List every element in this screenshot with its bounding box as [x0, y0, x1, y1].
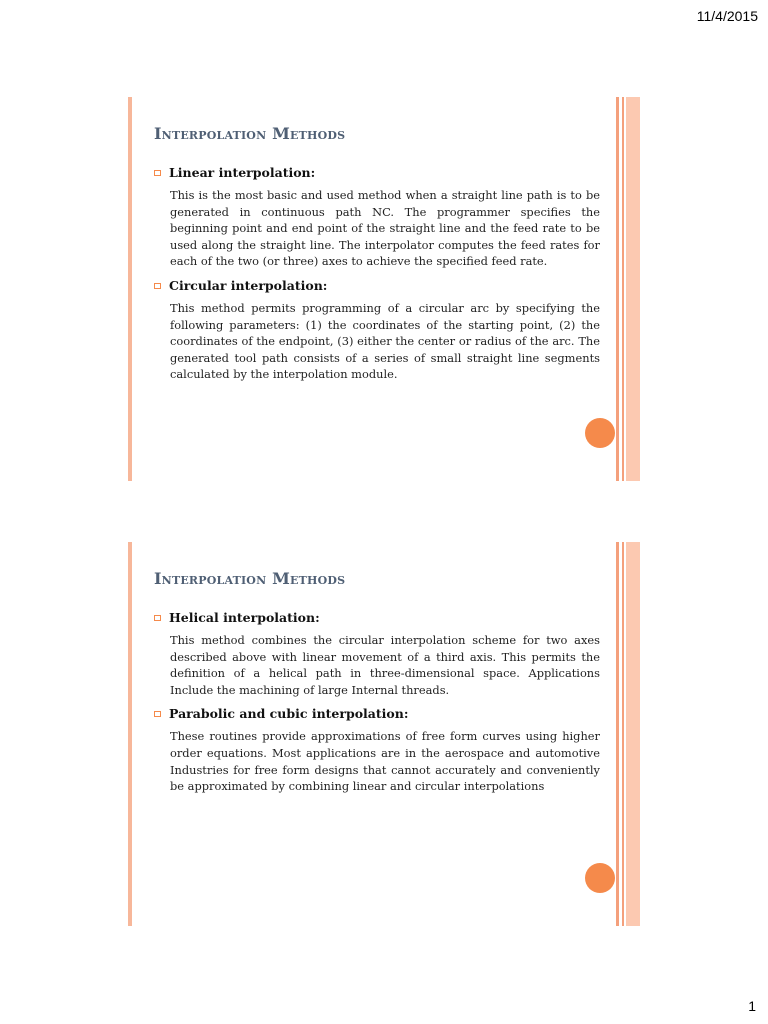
bullet-heading: Circular interpolation:: [169, 277, 328, 293]
bullet-body: This method permits programming of a circular arc by specifying the following parameters: (1) the coordinates of the starting point, (2) the coordinates of the endpoint, (3) either the center or radius of the arc. The generated tool path consists of a series of small straight line segments calculated by the interpolation module.: [170, 300, 600, 382]
bullet-linear-interpolation: [154, 165, 600, 181]
square-bullet-icon: [154, 283, 161, 289]
page-date: 11/4/2015: [696, 8, 758, 24]
slide-right-stripes: [616, 97, 640, 481]
bullet-heading: Parabolic and cubic interpolation:: [169, 706, 409, 722]
slide-content: [154, 165, 600, 391]
bullet-body: These routines provide approximations of free form curves using higher order equations. Most applications are in the aerospace and automotive Industries for free form designs that cannot accurately and conveniently be approximated by combining linear and circular interpolations: [170, 729, 600, 794]
bullet-body: This is the most basic and used method when a straight line path is to be generated in continuous path NC. The programmer specifies the beginning point and end point of the straight line and the feed rate to be used along the straight line. The interpolator computes the feed rates for each of the two (or three) axes to achieve the specified feed rate.: [170, 188, 600, 269]
bullet-body: This method combines the circular interpolation scheme for two axes described above with linear movement of a third axis. This permits the definition of a helical path in three-dimensional space. Applications Include the machining of large Internal threads.: [170, 633, 600, 697]
square-bullet-icon: [154, 170, 161, 176]
bullet-parabolic-cubic-interpolation: [154, 706, 600, 722]
page-number: 1: [748, 998, 756, 1014]
orange-circle-icon: [585, 418, 615, 448]
bullet-heading: Helical interpolation:: [169, 610, 320, 625]
slide-title: Interpolation Methods: [154, 124, 346, 143]
bullet-helical-interpolation: [154, 610, 600, 626]
square-bullet-icon: [154, 615, 161, 621]
bullet-heading: Linear interpolation:: [169, 165, 316, 180]
slide-content: [154, 610, 600, 803]
slide-title: Interpolation Methods: [154, 569, 346, 588]
orange-circle-icon: [585, 863, 615, 893]
slide-right-stripes: [616, 542, 640, 926]
square-bullet-icon: [154, 711, 161, 717]
slide-2: [128, 542, 640, 926]
bullet-circular-interpolation: [154, 278, 600, 294]
slide-left-border: [128, 97, 132, 481]
slide-1: [128, 97, 640, 481]
slide-left-border: [128, 542, 132, 926]
